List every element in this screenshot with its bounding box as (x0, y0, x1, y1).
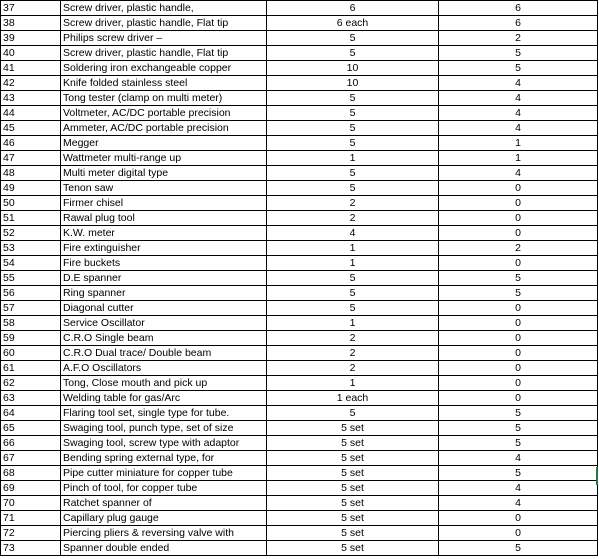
description-cell[interactable]: Pinch of tool, for copper tube (61, 481, 267, 496)
required-quantity-cell[interactable]: 5 set (267, 526, 439, 541)
table-row[interactable] (1, 61, 598, 76)
row-number-cell[interactable]: 52 (1, 226, 61, 241)
row-number-cell[interactable]: 57 (1, 301, 61, 316)
description-cell[interactable]: Rawal plug tool (61, 211, 267, 226)
required-quantity-cell[interactable]: 1 each (267, 391, 439, 406)
description-cell[interactable]: C.R.O Dual trace/ Double beam (61, 346, 267, 361)
required-quantity-cell[interactable]: 5 set (267, 511, 439, 526)
table-row[interactable] (1, 31, 598, 46)
required-quantity-cell[interactable]: 5 set (267, 421, 439, 436)
table-row[interactable] (1, 76, 598, 91)
available-quantity-cell[interactable]: 5 (439, 541, 598, 556)
available-quantity-cell[interactable]: 4 (439, 496, 598, 511)
required-quantity-cell[interactable]: 2 (267, 196, 439, 211)
required-quantity-cell[interactable]: 5 (267, 301, 439, 316)
available-quantity-cell[interactable]: 0 (439, 226, 598, 241)
description-cell[interactable]: Diagonal cutter (61, 301, 267, 316)
row-number-cell[interactable]: 42 (1, 76, 61, 91)
required-quantity-cell[interactable]: 1 (267, 316, 439, 331)
row-number-cell[interactable]: 70 (1, 496, 61, 511)
row-number-cell[interactable]: 55 (1, 271, 61, 286)
available-quantity-cell[interactable]: 0 (439, 346, 598, 361)
description-cell[interactable]: Swaging tool, screw type with adaptor (61, 436, 267, 451)
required-quantity-cell[interactable]: 6 each (267, 16, 439, 31)
row-number-cell[interactable]: 60 (1, 346, 61, 361)
table-row[interactable] (1, 481, 598, 496)
description-cell[interactable]: Capillary plug gauge (61, 511, 267, 526)
row-number-cell[interactable]: 48 (1, 166, 61, 181)
available-quantity-cell[interactable]: 0 (439, 331, 598, 346)
row-number-cell[interactable]: 47 (1, 151, 61, 166)
required-quantity-cell[interactable]: 5 (267, 286, 439, 301)
available-quantity-cell[interactable]: 4 (439, 76, 598, 91)
description-cell[interactable]: Welding table for gas/Arc (61, 391, 267, 406)
required-quantity-cell[interactable]: 5 (267, 46, 439, 61)
required-quantity-cell[interactable]: 5 set (267, 451, 439, 466)
available-quantity-cell[interactable]: 4 (439, 121, 598, 136)
available-quantity-cell[interactable]: 0 (439, 211, 598, 226)
row-number-cell[interactable]: 73 (1, 541, 61, 556)
table-row[interactable] (1, 151, 598, 166)
table-row[interactable] (1, 451, 598, 466)
available-quantity-cell[interactable]: 0 (439, 316, 598, 331)
available-quantity-cell[interactable]: 5 (439, 271, 598, 286)
available-quantity-cell[interactable]: 1 (439, 136, 598, 151)
table-row[interactable] (1, 316, 598, 331)
table-row[interactable] (1, 526, 598, 541)
description-cell[interactable]: Ammeter, AC/DC portable precision (61, 121, 267, 136)
description-cell[interactable]: Piercing pliers & reversing valve with (61, 526, 267, 541)
available-quantity-cell[interactable]: 0 (439, 196, 598, 211)
required-quantity-cell[interactable]: 5 (267, 91, 439, 106)
table-row[interactable] (1, 106, 598, 121)
available-quantity-cell[interactable]: 4 (439, 481, 598, 496)
description-cell[interactable]: Ring spanner (61, 286, 267, 301)
row-number-cell[interactable]: 51 (1, 211, 61, 226)
row-number-cell[interactable]: 72 (1, 526, 61, 541)
table-row[interactable] (1, 466, 598, 481)
table-row[interactable] (1, 301, 598, 316)
available-quantity-cell[interactable]: 0 (439, 526, 598, 541)
row-number-cell[interactable]: 41 (1, 61, 61, 76)
description-cell[interactable]: Screw driver, plastic handle, Flat tip (61, 16, 267, 31)
description-cell[interactable]: Voltmeter, AC/DC portable precision (61, 106, 267, 121)
table-row[interactable] (1, 136, 598, 151)
required-quantity-cell[interactable]: 5 (267, 166, 439, 181)
row-number-cell[interactable]: 63 (1, 391, 61, 406)
available-quantity-cell[interactable]: 5 (439, 421, 598, 436)
table-row[interactable] (1, 211, 598, 226)
description-cell[interactable]: Fire buckets (61, 256, 267, 271)
description-cell[interactable]: Soldering iron exchangeable copper (61, 61, 267, 76)
table-row[interactable] (1, 241, 598, 256)
available-quantity-cell[interactable]: 6 (439, 16, 598, 31)
table-row[interactable] (1, 1, 598, 16)
available-quantity-cell[interactable]: 2 (439, 241, 598, 256)
row-number-cell[interactable]: 67 (1, 451, 61, 466)
available-quantity-cell[interactable]: 0 (439, 361, 598, 376)
available-quantity-cell[interactable]: 4 (439, 106, 598, 121)
required-quantity-cell[interactable]: 1 (267, 376, 439, 391)
row-number-cell[interactable]: 71 (1, 511, 61, 526)
table-row[interactable] (1, 436, 598, 451)
available-quantity-cell[interactable]: 6 (439, 1, 598, 16)
row-number-cell[interactable]: 65 (1, 421, 61, 436)
table-row[interactable] (1, 121, 598, 136)
description-cell[interactable]: Multi meter digital type (61, 166, 267, 181)
row-number-cell[interactable]: 45 (1, 121, 61, 136)
required-quantity-cell[interactable]: 1 (267, 241, 439, 256)
required-quantity-cell[interactable]: 5 set (267, 541, 439, 556)
available-quantity-cell[interactable]: 5 (439, 466, 598, 481)
row-number-cell[interactable]: 66 (1, 436, 61, 451)
required-quantity-cell[interactable]: 2 (267, 346, 439, 361)
available-quantity-cell[interactable]: 0 (439, 391, 598, 406)
description-cell[interactable]: Wattmeter multi-range up (61, 151, 267, 166)
table-row[interactable] (1, 226, 598, 241)
description-cell[interactable]: Ratchet spanner of (61, 496, 267, 511)
table-row[interactable] (1, 271, 598, 286)
description-cell[interactable]: D.E spanner (61, 271, 267, 286)
required-quantity-cell[interactable]: 5 (267, 271, 439, 286)
table-row[interactable] (1, 496, 598, 511)
available-quantity-cell[interactable]: 5 (439, 46, 598, 61)
table-row[interactable] (1, 421, 598, 436)
description-cell[interactable]: C.R.O Single beam (61, 331, 267, 346)
description-cell[interactable]: Tong, Close mouth and pick up (61, 376, 267, 391)
description-cell[interactable]: Screw driver, plastic handle, (61, 1, 267, 16)
row-number-cell[interactable]: 49 (1, 181, 61, 196)
table-body (1, 1, 598, 556)
table-row[interactable] (1, 196, 598, 211)
row-number-cell[interactable]: 59 (1, 331, 61, 346)
row-number-cell[interactable]: 46 (1, 136, 61, 151)
available-quantity-cell[interactable]: 0 (439, 511, 598, 526)
description-cell[interactable]: Service Oscillator (61, 316, 267, 331)
table-row[interactable] (1, 361, 598, 376)
selection-marker (596, 467, 598, 485)
required-quantity-cell[interactable]: 2 (267, 361, 439, 376)
required-quantity-cell[interactable]: 10 (267, 61, 439, 76)
required-quantity-cell[interactable]: 5 (267, 106, 439, 121)
table-row[interactable] (1, 406, 598, 421)
row-number-cell[interactable]: 43 (1, 91, 61, 106)
available-quantity-cell[interactable]: 4 (439, 166, 598, 181)
description-cell[interactable]: Spanner double ended (61, 541, 267, 556)
description-cell[interactable]: Firmer chisel (61, 196, 267, 211)
table-row[interactable] (1, 511, 598, 526)
row-number-cell[interactable]: 61 (1, 361, 61, 376)
row-number-cell[interactable]: 53 (1, 241, 61, 256)
required-quantity-cell[interactable]: 5 set (267, 436, 439, 451)
row-number-cell[interactable]: 58 (1, 316, 61, 331)
table-row[interactable] (1, 46, 598, 61)
available-quantity-cell[interactable]: 1 (439, 151, 598, 166)
required-quantity-cell[interactable]: 5 set (267, 481, 439, 496)
table-row[interactable] (1, 256, 598, 271)
description-cell[interactable]: K.W. meter (61, 226, 267, 241)
available-quantity-cell[interactable]: 0 (439, 301, 598, 316)
required-quantity-cell[interactable]: 5 set (267, 466, 439, 481)
available-quantity-cell[interactable]: 0 (439, 256, 598, 271)
available-quantity-cell[interactable]: 5 (439, 406, 598, 421)
required-quantity-cell[interactable]: 10 (267, 76, 439, 91)
table-row[interactable] (1, 166, 598, 181)
description-cell[interactable]: Fire extinguisher (61, 241, 267, 256)
row-number-cell[interactable]: 38 (1, 16, 61, 31)
table-row[interactable] (1, 16, 598, 31)
description-cell[interactable]: Tong tester (clamp on multi meter) (61, 91, 267, 106)
description-cell[interactable]: Philips screw driver – (61, 31, 267, 46)
row-number-cell[interactable]: 44 (1, 106, 61, 121)
available-quantity-cell[interactable]: 0 (439, 181, 598, 196)
required-quantity-cell[interactable]: 5 set (267, 496, 439, 511)
description-cell[interactable]: A.F.O Oscillators (61, 361, 267, 376)
required-quantity-cell[interactable]: 5 (267, 136, 439, 151)
row-number-cell[interactable]: 40 (1, 46, 61, 61)
table-row[interactable] (1, 331, 598, 346)
table-row[interactable] (1, 376, 598, 391)
table-row[interactable] (1, 91, 598, 106)
required-quantity-cell[interactable]: 5 (267, 181, 439, 196)
row-number-cell[interactable]: 62 (1, 376, 61, 391)
table-row[interactable] (1, 346, 598, 361)
row-number-cell[interactable]: 54 (1, 256, 61, 271)
description-cell[interactable]: Pipe cutter miniature for copper tube (61, 466, 267, 481)
description-cell[interactable]: Bending spring external type, for (61, 451, 267, 466)
row-number-cell[interactable]: 50 (1, 196, 61, 211)
table-row[interactable] (1, 541, 598, 556)
required-quantity-cell[interactable]: 2 (267, 211, 439, 226)
available-quantity-cell[interactable]: 4 (439, 91, 598, 106)
required-quantity-cell[interactable]: 5 (267, 31, 439, 46)
description-cell[interactable]: Knife folded stainless steel (61, 76, 267, 91)
description-cell[interactable]: Tenon saw (61, 181, 267, 196)
description-cell[interactable]: Screw driver, plastic handle, Flat tip (61, 46, 267, 61)
required-quantity-cell[interactable]: 1 (267, 151, 439, 166)
available-quantity-cell[interactable]: 0 (439, 376, 598, 391)
row-number-cell[interactable]: 69 (1, 481, 61, 496)
table-row[interactable] (1, 391, 598, 406)
required-quantity-cell[interactable]: 5 (267, 406, 439, 421)
row-number-cell[interactable]: 64 (1, 406, 61, 421)
row-number-cell[interactable]: 39 (1, 31, 61, 46)
required-quantity-cell[interactable]: 4 (267, 226, 439, 241)
description-cell[interactable]: Flaring tool set, single type for tube. (61, 406, 267, 421)
required-quantity-cell[interactable]: 1 (267, 256, 439, 271)
available-quantity-cell[interactable]: 2 (439, 31, 598, 46)
row-number-cell[interactable]: 68 (1, 466, 61, 481)
available-quantity-cell[interactable]: 5 (439, 61, 598, 76)
table-row[interactable] (1, 181, 598, 196)
table-row[interactable] (1, 286, 598, 301)
description-cell[interactable]: Swaging tool, punch type, set of size (61, 421, 267, 436)
available-quantity-cell[interactable]: 5 (439, 436, 598, 451)
row-number-cell[interactable]: 56 (1, 286, 61, 301)
available-quantity-cell[interactable]: 5 (439, 286, 598, 301)
required-quantity-cell[interactable]: 6 (267, 1, 439, 16)
required-quantity-cell[interactable]: 5 (267, 121, 439, 136)
required-quantity-cell[interactable]: 2 (267, 331, 439, 346)
row-number-cell[interactable]: 37 (1, 1, 61, 16)
description-cell[interactable]: Megger (61, 136, 267, 151)
available-quantity-cell[interactable]: 4 (439, 451, 598, 466)
